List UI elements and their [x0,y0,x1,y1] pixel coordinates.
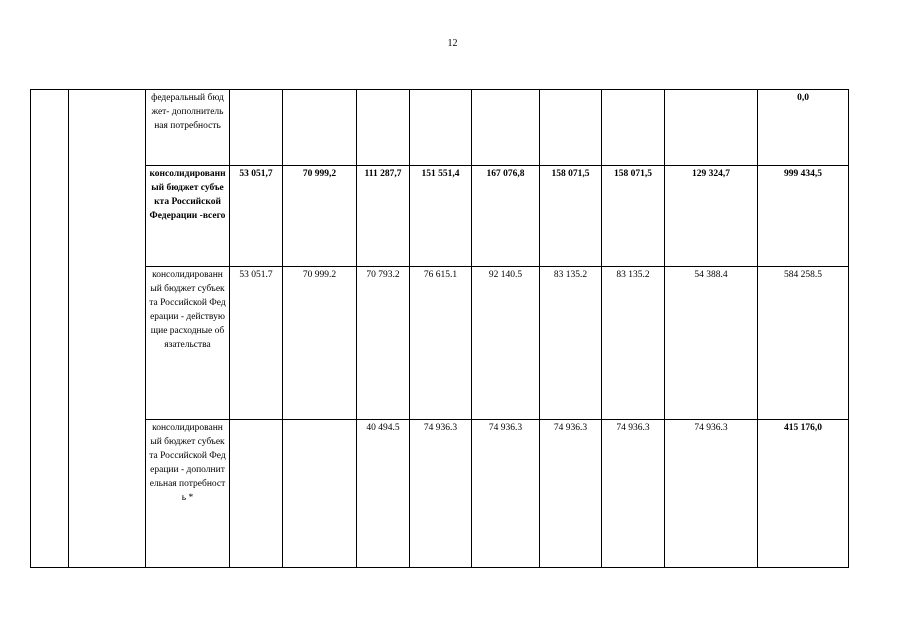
value-cell: 74 936.3 [410,420,472,568]
row-label: консолидированный бюджет субъекта Российской Федерации - действующие расходные обязательства [146,267,230,420]
row-label: консолидированный бюджет субъекта Российской Федерации - дополнительная потребность * [146,420,230,568]
value-cell [283,420,357,568]
value-cell [230,420,283,568]
row-label: федеральный бюджет- дополнительная потребность [146,90,230,166]
table-row-federal-additional [31,90,849,166]
value-cell: 54 388.4 [665,267,758,420]
value-cell: 74 936.3 [540,420,602,568]
budget-table [30,89,849,568]
table-row-consolidated-existing [31,267,849,420]
value-cell: 111 287,7 [357,166,410,267]
value-cell: 70 793.2 [357,267,410,420]
value-cell: 40 494.5 [357,420,410,568]
value-cell: 53 051,7 [230,166,283,267]
empty-cell [31,90,69,568]
table-row-consolidated-total [31,166,849,267]
value-cell: 53 051.7 [230,267,283,420]
value-cell: 92 140.5 [472,267,540,420]
value-cell: 70 999,2 [283,166,357,267]
value-cell [410,90,472,166]
table-row-consolidated-additional [31,420,849,568]
value-cell: 70 999.2 [283,267,357,420]
value-cell [602,90,665,166]
value-cell: 129 324,7 [665,166,758,267]
value-cell [665,90,758,166]
value-cell [472,90,540,166]
value-cell: 74 936.3 [472,420,540,568]
value-cell: 74 936.3 [665,420,758,568]
value-cell: 158 071,5 [602,166,665,267]
value-cell [283,90,357,166]
value-cell: 83 135.2 [540,267,602,420]
value-cell: 83 135.2 [602,267,665,420]
total-cell: 415 176,0 [758,420,849,568]
total-cell: 0,0 [758,90,849,166]
value-cell: 74 936.3 [602,420,665,568]
empty-cell [69,90,146,568]
value-cell [230,90,283,166]
total-cell: 999 434,5 [758,166,849,267]
row-label: консолидированный бюджет субъекта Российской Федерации -всего [146,166,230,267]
value-cell: 151 551,4 [410,166,472,267]
page-number: 12 [447,38,458,49]
value-cell: 158 071,5 [540,166,602,267]
value-cell [357,90,410,166]
value-cell: 167 076,8 [472,166,540,267]
value-cell: 76 615.1 [410,267,472,420]
total-cell: 584 258.5 [758,267,849,420]
value-cell [540,90,602,166]
